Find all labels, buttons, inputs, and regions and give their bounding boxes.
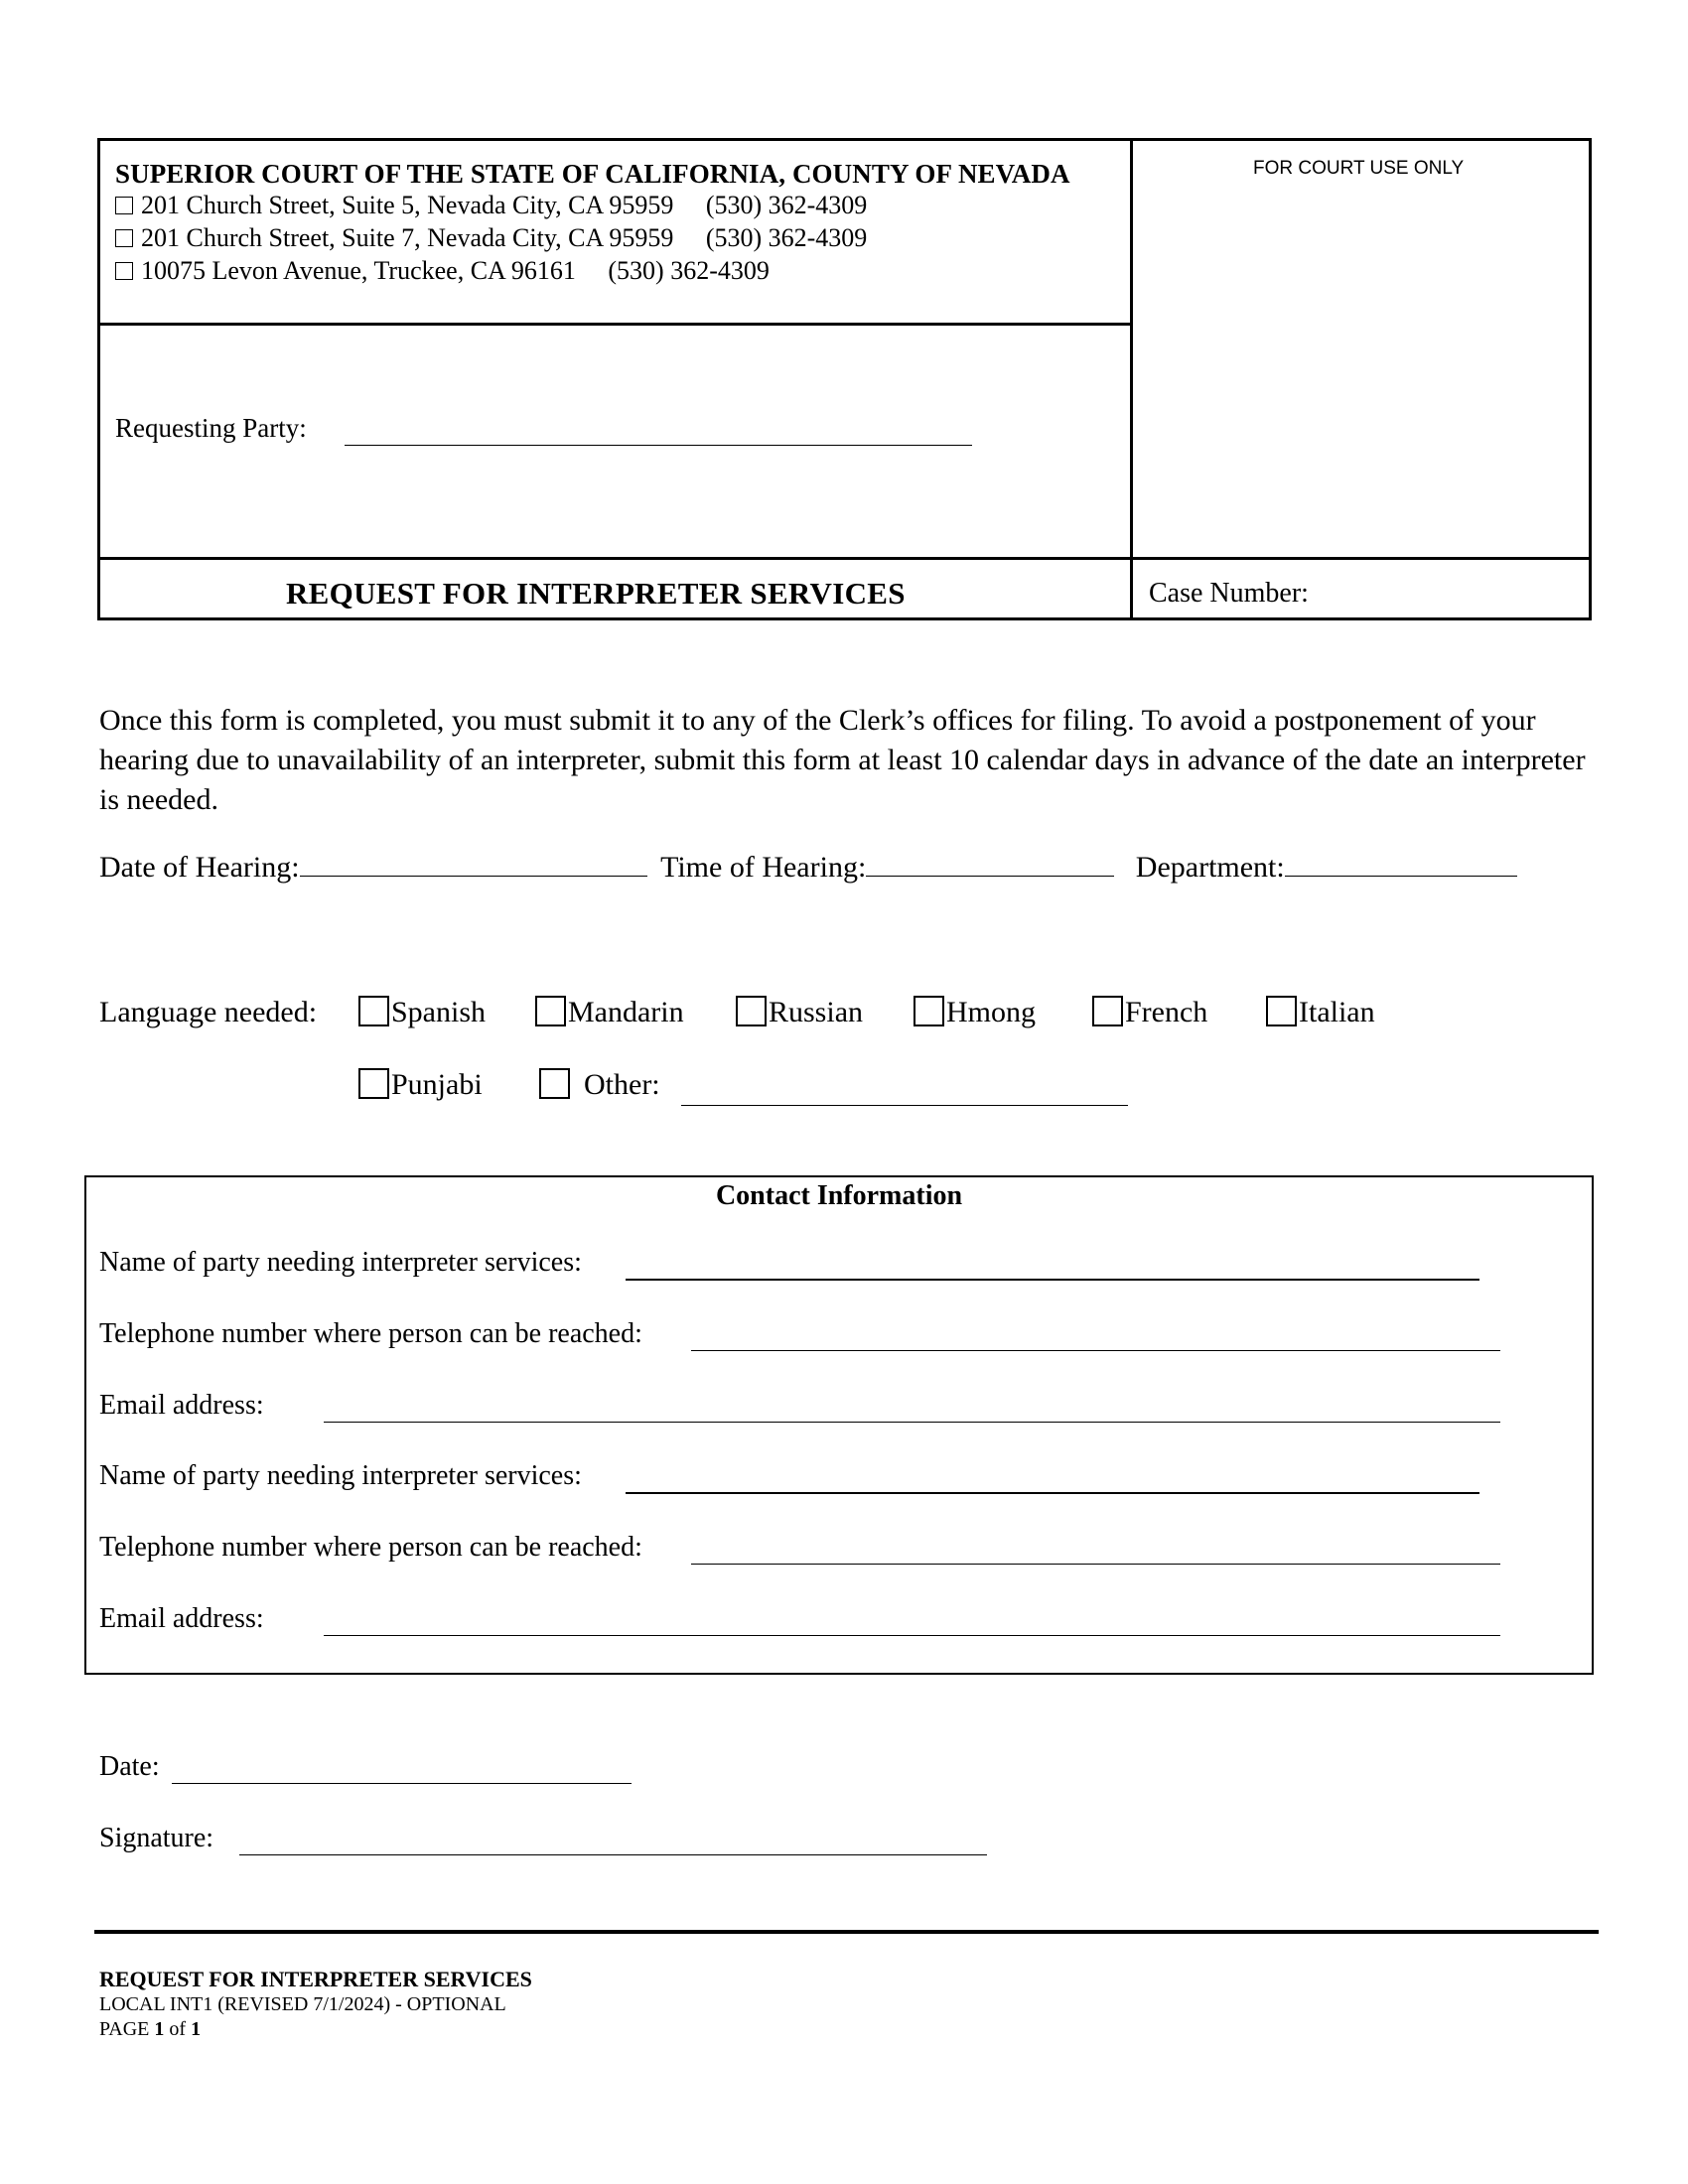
telephone-field[interactable]: [691, 1564, 1500, 1565]
email-label: Email address:: [99, 1603, 264, 1634]
footer-rule: [94, 1930, 1599, 1934]
language-checkbox[interactable]: [914, 996, 944, 1026]
footer-form-id: LOCAL INT1 (REVISED 7/1/2024) - OPTIONAL: [99, 1993, 506, 2015]
language-checkbox[interactable]: [1092, 996, 1123, 1026]
language-needed-label: Language needed:: [99, 996, 318, 1028]
signature-field[interactable]: [239, 1854, 987, 1855]
language-option-russian[interactable]: [736, 996, 863, 1029]
language-option-label: Punjabi: [391, 1068, 483, 1101]
court-use-only-label: FOR COURT USE ONLY: [1253, 158, 1465, 179]
language-checkbox[interactable]: [358, 1068, 389, 1099]
email-field[interactable]: [324, 1422, 1500, 1423]
page-current: 1: [154, 2018, 165, 2040]
location-text: 201 Church Street, Suite 5, Nevada City, CA 95959 (530) 362-4309: [141, 191, 868, 219]
party-name-field[interactable]: [626, 1492, 1479, 1494]
language-option-hmong[interactable]: [914, 996, 1036, 1029]
language-checkbox[interactable]: [1266, 996, 1297, 1026]
email-field[interactable]: [324, 1635, 1500, 1636]
language-option-spanish[interactable]: [358, 996, 486, 1029]
hearing-details-row: [99, 851, 1517, 885]
hearing-time-field[interactable]: [866, 876, 1114, 877]
contact-information-title: Contact Information: [715, 1180, 963, 1211]
requesting-party-field[interactable]: [345, 445, 972, 446]
language-checkbox[interactable]: [358, 996, 389, 1026]
language-option-italian[interactable]: [1266, 996, 1375, 1029]
language-option-french[interactable]: [1092, 996, 1207, 1029]
language-option-label: French: [1125, 996, 1208, 1028]
language-checkbox[interactable]: [535, 996, 566, 1026]
page-label: PAGE: [99, 2018, 150, 2040]
language-checkbox[interactable]: [736, 996, 767, 1026]
court-location-option[interactable]: [115, 191, 867, 220]
location-text: 10075 Levon Avenue, Truckee, CA 96161 (530) 362-4309: [141, 256, 770, 285]
language-option-label: Russian: [769, 996, 864, 1028]
date-label: Date:: [99, 1751, 160, 1782]
caption-divider-vertical: [1130, 138, 1133, 620]
location-checkbox[interactable]: [115, 197, 133, 214]
language-option-label: Mandarin: [568, 996, 684, 1028]
instructions-paragraph: Once this form is completed, you must submit it to any of the Clerk’s offices for filing. To avoid a postponement of your hearing due to unavailability of an interpreter, submit this form at least 10 calendar days in advance of the date an interpreter is needed.: [99, 704, 1586, 816]
page-total: 1: [191, 2018, 202, 2040]
party-name-field[interactable]: [626, 1279, 1479, 1281]
email-label: Email address:: [99, 1390, 264, 1421]
language-option-other[interactable]: [539, 1068, 660, 1102]
hearing-date-field[interactable]: [300, 876, 647, 877]
party-name-label: Name of party needing interpreter services:: [99, 1247, 582, 1278]
telephone-label: Telephone number where person can be reached:: [99, 1532, 642, 1563]
caption-divider-title: [97, 557, 1592, 560]
language-option-mandarin[interactable]: [535, 996, 684, 1029]
court-title: SUPERIOR COURT OF THE STATE OF CALIFORNIA, COUNTY OF NEVADA: [115, 159, 1070, 189]
language-option-label: Hmong: [946, 996, 1036, 1028]
department-field[interactable]: [1285, 876, 1517, 877]
form-title: REQUEST FOR INTERPRETER SERVICES: [286, 576, 906, 611]
language-option-label: Italian: [1299, 996, 1375, 1028]
language-option-punjabi[interactable]: [358, 1068, 483, 1102]
language-option-label: Other:: [584, 1068, 660, 1101]
requesting-party-label: Requesting Party:: [115, 413, 307, 443]
footer-title: REQUEST FOR INTERPRETER SERVICES: [99, 1967, 532, 1991]
caption-divider-court: [97, 323, 1132, 326]
court-location-option[interactable]: [115, 256, 770, 286]
footer-page-number: [99, 2018, 201, 2041]
language-option-label: Spanish: [391, 996, 487, 1028]
page-of: of: [169, 2018, 187, 2040]
case-number-label: Case Number:: [1149, 578, 1309, 609]
telephone-label: Telephone number where person can be reached:: [99, 1318, 642, 1349]
location-checkbox[interactable]: [115, 262, 133, 280]
court-location-option[interactable]: [115, 223, 867, 253]
department-label: Department:: [1135, 851, 1285, 884]
hearing-date-label: Date of Hearing:: [99, 851, 300, 884]
date-field[interactable]: [172, 1783, 632, 1784]
language-checkbox[interactable]: [539, 1068, 570, 1099]
other-language-field[interactable]: [681, 1105, 1128, 1106]
signature-label: Signature:: [99, 1823, 214, 1853]
location-text: 201 Church Street, Suite 7, Nevada City, CA 95959 (530) 362-4309: [141, 223, 868, 252]
telephone-field[interactable]: [691, 1350, 1500, 1351]
location-checkbox[interactable]: [115, 229, 133, 247]
party-name-label: Name of party needing interpreter services:: [99, 1460, 582, 1491]
hearing-time-label: Time of Hearing:: [660, 851, 867, 884]
